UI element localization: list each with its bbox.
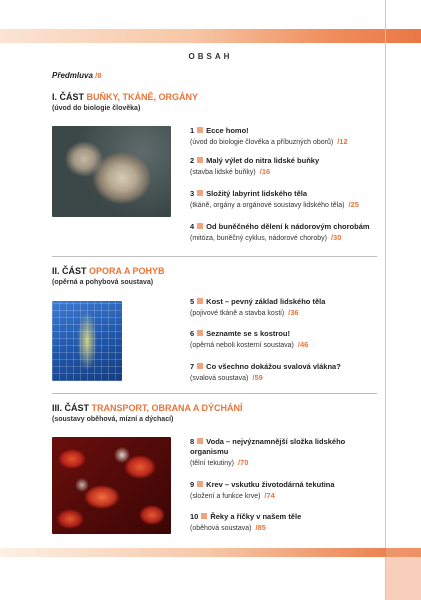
bullet-square-icon	[201, 513, 207, 519]
preface-entry[interactable]	[52, 71, 101, 80]
toc-entry-10[interactable]	[190, 512, 380, 534]
entry-page: /25	[348, 200, 359, 209]
part-1-heading	[52, 92, 198, 102]
part-1-name: BUŇKY, TKÁNĚ, ORGÁNY	[86, 92, 199, 102]
toc-entry-8[interactable]	[190, 437, 380, 469]
part-3-number: III. ČÁST	[52, 403, 90, 413]
entry-title: Složitý labyrint lidského těla	[206, 189, 308, 198]
entry-subtitle: (oběhová soustava)	[190, 525, 252, 532]
entry-page: /46	[297, 340, 309, 349]
section-divider	[52, 393, 377, 394]
toc-entry-2[interactable]	[190, 156, 380, 178]
entry-title: Krev – vskutku životodárná tekutina	[206, 480, 335, 489]
section-divider	[52, 256, 377, 257]
entry-page: /70	[237, 458, 249, 467]
bone-xray-image	[52, 301, 122, 381]
entry-page: /85	[255, 523, 266, 532]
entry-subtitle: (svalová soustava)	[190, 375, 249, 382]
entry-page: /36	[288, 308, 299, 317]
entry-subtitle: (mitóza, buněčný cyklus, nádorové choroby)	[190, 235, 327, 242]
entry-subtitle: (složení a funkce krve)	[190, 493, 261, 500]
entry-number: 8	[190, 437, 195, 446]
bullet-square-icon	[197, 127, 203, 133]
bullet-square-icon	[197, 298, 203, 304]
part-3-name: TRANSPORT, OBRANA A DÝCHÁNÍ	[91, 403, 243, 413]
entry-title: Malý výlet do nitra lidské buňky	[206, 156, 320, 165]
entry-number: 9	[190, 480, 195, 489]
toc-entry-6[interactable]	[190, 329, 380, 351]
bullet-square-icon	[197, 190, 203, 196]
entry-title: Od buněčného dělení k nádorovým chorobám	[206, 222, 370, 231]
entry-subtitle: (pojivové tkáně a stavba kosti)	[190, 310, 285, 317]
entry-number: 3	[190, 189, 195, 198]
bullet-square-icon	[197, 481, 203, 487]
entry-title: Kost – pevný základ lidského těla	[206, 297, 326, 306]
contents-title: OBSAH	[188, 52, 233, 61]
entry-subtitle: (opěrná neboli kosterní soustava)	[190, 342, 294, 349]
part-3-heading	[52, 403, 243, 413]
entry-page: /74	[264, 491, 275, 500]
bullet-square-icon	[197, 438, 203, 444]
entry-title: Ecce homo!	[206, 126, 249, 135]
bullet-square-icon	[197, 363, 203, 369]
toc-entry-7[interactable]	[190, 362, 380, 384]
entry-title: Voda – nejvýznamnější složka lidského organismu	[190, 437, 346, 456]
entry-number: 5	[190, 297, 195, 306]
toc-entry-4[interactable]	[190, 222, 380, 244]
toc-entry-1[interactable]	[190, 126, 380, 148]
bottom-decorative-band	[0, 548, 421, 557]
entry-subtitle: (tělní tekutiny)	[190, 460, 234, 467]
toc-entry-9[interactable]	[190, 480, 380, 502]
part-2-name: OPORA A POHYB	[89, 266, 165, 276]
part-2-heading	[52, 266, 165, 276]
bullet-square-icon	[197, 223, 203, 229]
entry-subtitle: (tkáně, orgány a orgánové soustavy lidského těla)	[190, 202, 345, 209]
entry-subtitle: (úvod do biologie člověka a příbuzných oborů)	[190, 139, 334, 146]
part-2-number: II. ČÁST	[52, 266, 87, 276]
entry-number: 1	[190, 126, 195, 135]
blood-cells-image	[52, 437, 171, 534]
toc-entry-5[interactable]	[190, 297, 380, 319]
entry-title: Řeky a říčky v našem těle	[210, 512, 302, 521]
entry-subtitle: (stavba lidské buňky)	[190, 169, 256, 176]
margin-rule	[385, 0, 386, 600]
bullet-square-icon	[197, 330, 203, 336]
entry-page: /12	[337, 137, 348, 146]
top-decorative-band	[0, 29, 421, 43]
toc-entry-3[interactable]	[190, 189, 380, 211]
entry-number: 7	[190, 362, 195, 371]
entry-page: /30	[330, 233, 342, 242]
bullet-square-icon	[197, 157, 203, 163]
entry-number: 10	[190, 512, 199, 521]
entry-title: Co všechno dokážou svalová vlákna?	[206, 362, 341, 371]
part-2-subtitle: (opěrná a pohybová soustava)	[52, 279, 154, 286]
preface-label: Předmluva	[52, 71, 93, 80]
entry-page: /59	[252, 373, 263, 382]
entry-number: 2	[190, 156, 195, 165]
preface-page: /8	[95, 71, 102, 80]
entry-title: Seznamte se s kostrou!	[206, 329, 290, 338]
part-1-number: I. ČÁST	[52, 92, 85, 102]
corner-accent	[386, 548, 421, 600]
entry-page: /16	[259, 167, 271, 176]
part-3-subtitle: (soustavy oběhová, mízní a dýchací)	[52, 416, 174, 423]
entry-number: 4	[190, 222, 195, 231]
cell-micrograph-image	[52, 126, 171, 217]
entry-number: 6	[190, 329, 195, 338]
part-1-subtitle: (úvod do biologie člověka)	[52, 105, 141, 112]
